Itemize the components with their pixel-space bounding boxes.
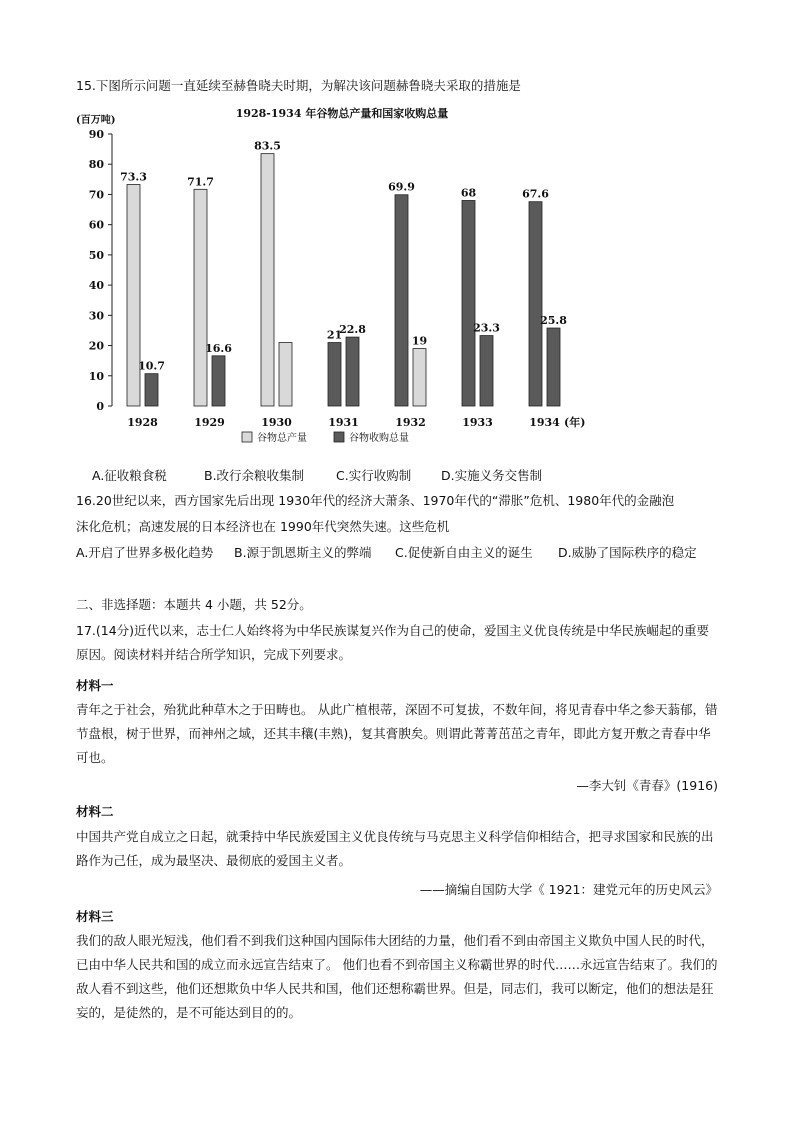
q16-option-b[interactable]: B.源于凯恩斯主义的弊端 [234,545,372,560]
bar-1928-s0 [127,184,140,406]
material3-title: 材料三 [76,909,114,924]
data-label-1933-s1: 23.3 [473,321,500,335]
y-tick-label: 80 [88,158,104,172]
y-tick-label: 0 [96,400,104,413]
data-label-1930-s0: 83.5 [254,139,281,153]
bar-1934-s0 [529,202,542,406]
data-label-1931-s0: 21 [326,328,343,342]
x-axis-label: (年) [564,416,586,429]
bar-1932-s0 [395,195,408,406]
bar-1933-s1 [480,336,493,406]
bar-1928-s1 [145,374,158,406]
y-tick-label: 10 [88,369,104,383]
bar-1930-s1 [279,343,292,406]
y-axis-label: (百万吨) [76,115,116,126]
q17-intro: 17.(14分)近代以来，志士仁人始终将为中华民族谋复兴作为自己的使命，爱国主义优良传统是中华民族崛起的重要原因。阅读材料并结合所学知识，完成下列要求。 [76,623,710,662]
q15-option-d[interactable]: D.实施义务交售制 [441,468,543,483]
q15-options [92,468,542,484]
q16-stem-line1: 16.20世纪以来，西方国家先后出现 1930年代的经济大萧条、1970年代的“滞胀”危机、1980年代的金融泡 [76,493,675,508]
bars [120,140,567,406]
data-label-1934-s0: 67.6 [522,187,549,201]
x-tick-label-1931: 1931 [328,416,359,429]
q16-option-d[interactable]: D.威胁了国际秩序的稳定 [558,545,697,560]
data-label-1933-s0: 68 [460,186,477,200]
material3-text: 我们的敌人眼光短浅，他们看不到我们这种国内国际伟大团结的力量，他们看不到由帝国主义欺负中国人民的时代，已由中华人民共和国的成立而永远宣告结束了。 他们也看不到帝国主义称霸世界的时代……永远宣告结束了。我们的敌人看不到这些，他们还想欺负中华人民共和国，他们还想称霸世界。但是，同志们，我可以断定，他们的想法是狂妄的，是徒然的，是不可能达到目的的。 [76,933,718,1020]
bar-1929-s0 [194,189,207,406]
q15-option-a[interactable]: A.征收粮食税 [92,468,167,483]
x-tick-label-1932: 1932 [395,416,426,429]
section2-title: 二、非选择题：本题共 4 小题，共 52分。 [76,597,312,612]
legend-label-production: 谷物总产量 [257,433,307,444]
y-tick-label: 90 [88,128,104,141]
bar-1933-s0 [462,200,475,406]
bar-1931-s1 [346,337,359,406]
q15-option-b[interactable]: B.改行余粮收集制 [204,468,305,483]
x-tick-label-1930: 1930 [261,416,292,429]
y-tick-label: 60 [88,218,104,232]
grain-bar-chart [72,100,722,460]
q16-option-c[interactable]: C.促使新自由主义的诞生 [395,545,533,560]
legend-swatch-procurement [334,432,344,442]
bar-1929-s1 [212,356,225,406]
chart-title: 1928-1934 年谷物总产量和国家收购总量 [235,107,449,120]
data-label-1928-s0: 73.3 [120,170,147,184]
data-label-1931-s1: 22.8 [339,323,366,337]
material1-source: —李大钊《青春》(1916) [576,778,718,793]
y-axis [89,128,112,413]
data-label-1929-s0: 71.7 [187,175,214,189]
x-tick-label-1928: 1928 [127,416,158,429]
bar-1931-s0 [328,343,341,406]
x-tick-label-1929: 1929 [194,416,225,429]
data-label-1934-s1: 25.8 [540,314,567,328]
chart-legend [242,431,409,444]
y-tick-label: 70 [88,188,104,202]
material2-title: 材料二 [76,804,114,819]
bar-1934-s1 [547,328,560,406]
material2-text: 中国共产党自成立之日起，就秉持中华民族爱国主义优良传统与马克思主义科学信仰相结合，把寻求国家和民族的出路作为己任，成为最坚决、最彻底的爱国主义者。 [76,829,714,868]
legend-label-procurement: 谷物收购总量 [349,433,409,444]
y-tick-label: 20 [88,339,104,353]
bar-1932-s1 [413,349,426,406]
q15-stem: 15.下图所示问题一直延续至赫鲁晓夫时期，为解决该问题赫鲁晓夫采取的措施是 [76,78,521,93]
y-tick-label: 50 [88,248,104,262]
data-label-1932-s1: 19 [411,334,428,348]
material1-title: 材料一 [76,678,114,693]
x-tick-label-1934: 1934 [529,416,560,429]
legend-swatch-production [242,432,252,442]
y-tick-label: 30 [88,309,104,323]
q15-option-c[interactable]: C.实行收购制 [336,468,412,483]
material2-source: ——摘编自国防大学《 1921：建党元年的历史风云》 [419,882,718,897]
material1-text: 青年之于社会，殆犹此种草木之于田畴也。 从此广植根蒂，深固不可复拔，不数年间，将见青春中华之参天蓊郁，错节盘根，树于世界，而神州之域，还其丰穰(丰熟)，复其膏腴矣。则谓此菁菁茁茁之青年，即此方复开敷之青春中华可也。 [76,702,718,765]
q16-stem-line2: 沫化危机；高速发展的日本经济也在 1990年代突然失速。这些危机 [76,519,450,534]
x-axis-ticks [127,416,560,429]
bar-1930-s0 [261,154,274,406]
q16-option-a[interactable]: A.开启了世界多极化趋势 [76,545,214,560]
data-label-1928-s1: 10.7 [138,359,165,373]
data-label-1929-s1: 16.6 [205,341,232,355]
q16-options [76,545,697,561]
data-label-1932-s0: 69.9 [388,180,415,194]
y-tick-label: 40 [88,279,104,293]
x-tick-label-1933: 1933 [462,416,493,429]
